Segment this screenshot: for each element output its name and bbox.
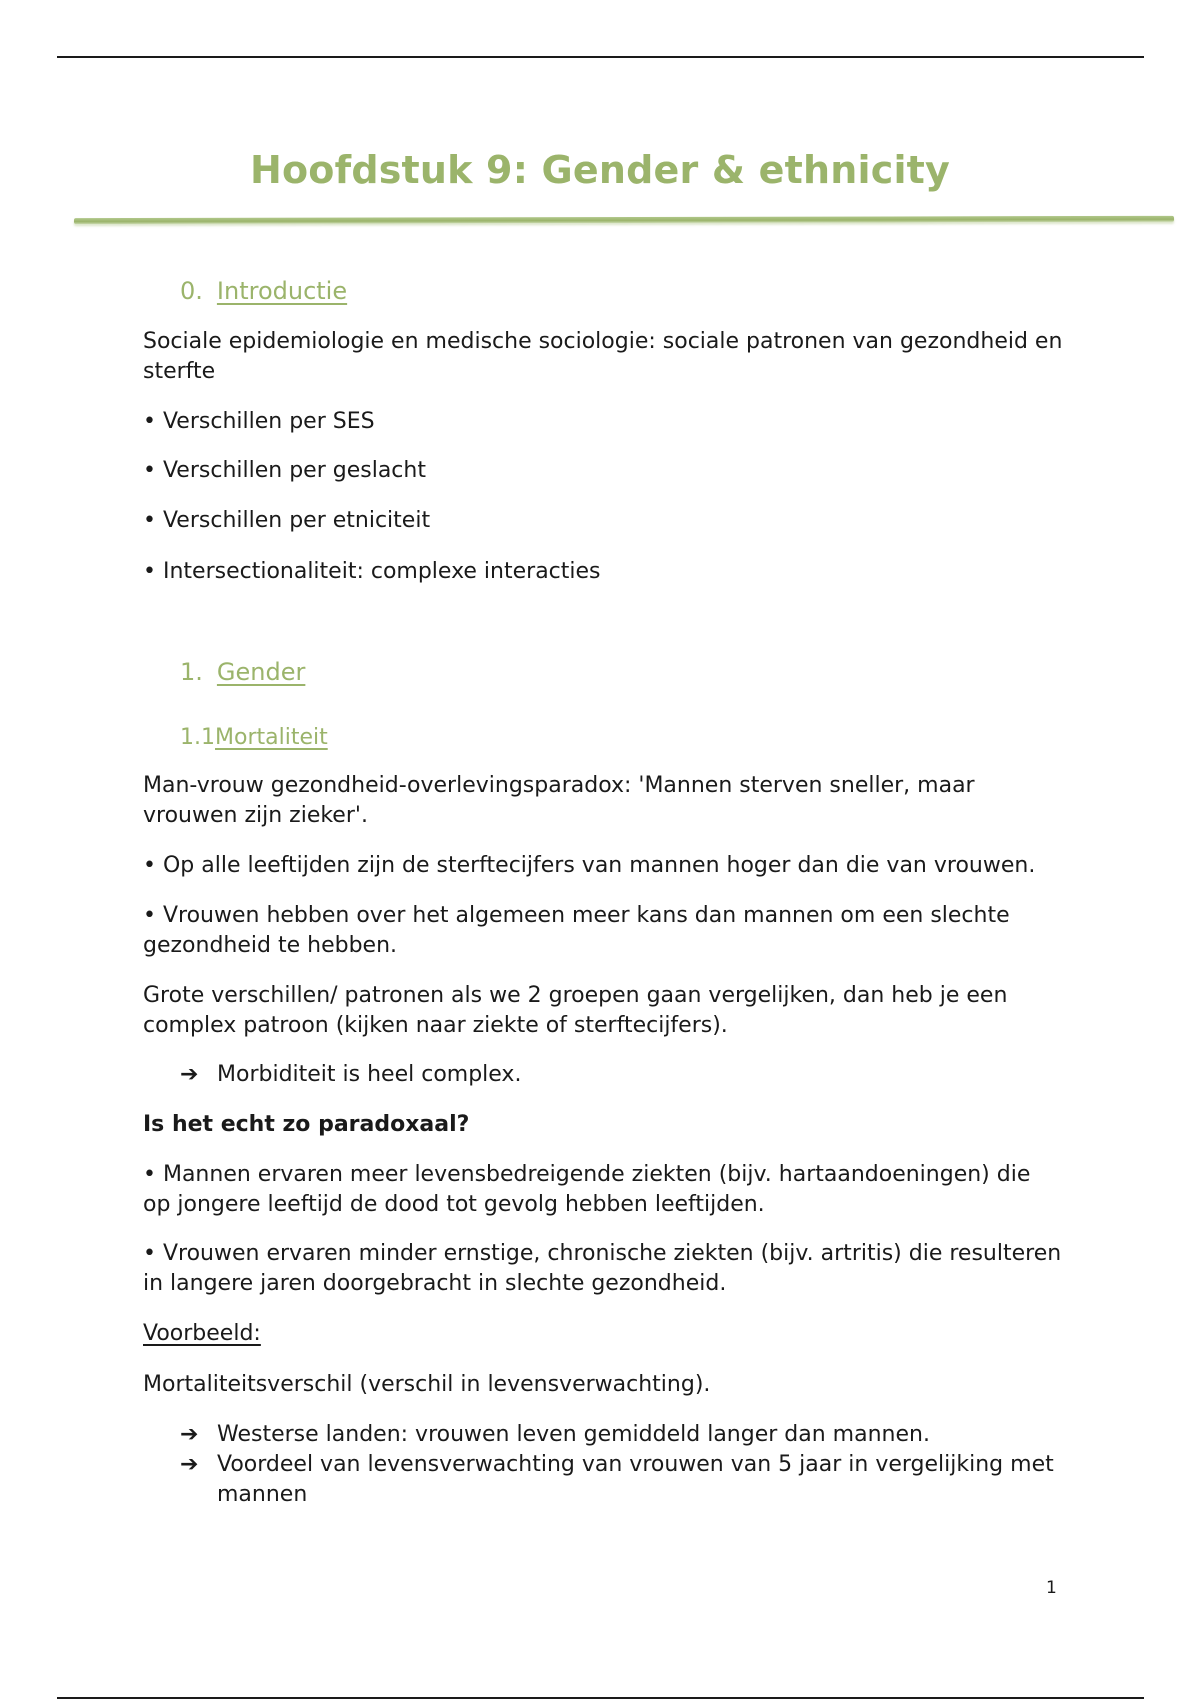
example-label-row [143,1319,1063,1349]
intro-bullet: • Verschillen per etniciteit [143,508,431,533]
question-bullet: • Mannen ervaren meer levensbedreigende ziekten (bijv. hartaandoeningen) die op jongere leeftijd de dood tot gevolg hebben leeftijden. [143,1162,1031,1217]
question-bullet: • Vrouwen ervaren minder ernstige, chronische ziekten (bijv. artritis) die resulteren in langere jaren doorgebracht in slechte gezondheid. [143,1241,1062,1296]
arrow-item [180,1060,1060,1090]
subsection-heading-mortaliteit [180,725,328,750]
intro-bullet: • Intersectionaliteit: complexe interacties [143,559,601,584]
question-heading: Is het echt zo paradoxaal? [143,1112,470,1137]
gender-bullet: • Op alle leeftijden zijn de sterftecijfers van mannen hoger dan die van vrouwen. [143,853,1036,878]
arrow-text: Voordeel van levensverwachting van vrouwen van 5 jaar in vergelijking met mannen [217,1452,1054,1507]
arrow-text: Morbiditeit is heel complex. [217,1062,522,1087]
arrow-item [180,1420,1060,1450]
section-label: Gender [216,658,306,686]
intro-bullet: • Verschillen per SES [143,409,375,434]
arrow-icon: ➔ [180,1452,199,1477]
arrow-item [180,1450,1060,1510]
example-label: Voorbeeld: [143,1321,261,1346]
section-heading-gender [180,658,305,686]
intro-paragraph: Sociale epidemiologie en medische sociologie: sociale patronen van gezondheid en sterfte [143,329,1063,384]
differences-paragraph: Grote verschillen/ patronen als we 2 groepen gaan vergelijken, dan heb je een complex patroon (kijken naar ziekte of sterftecijfers). [143,983,1008,1038]
subsection-label: Mortaliteit [215,725,328,750]
paradox-paragraph: Man-vrouw gezondheid-overlevingsparadox: 'Mannen sterven sneller, maar vrouwen zijn zieker'. [143,773,975,828]
arrow-text: Westerse landen: vrouwen leven gemiddeld langer dan mannen. [217,1422,930,1447]
arrow-icon: ➔ [180,1062,199,1087]
page-title: Hoofdstuk 9: Gender & ethnicity [249,148,951,192]
subsection-number: 1.1 [180,725,215,750]
section-number: 1. [180,658,203,686]
example-paragraph: Mortaliteitsverschil (verschil in levensverwachting). [143,1372,711,1397]
intro-bullet: • Verschillen per geslacht [143,458,426,483]
page-number: 1 [1046,1578,1057,1598]
section-label: Introductie [216,277,348,305]
title-underline [74,216,1174,224]
footer-rule [57,1697,1144,1699]
section-heading-introductie [180,277,347,305]
arrow-icon: ➔ [180,1422,199,1447]
header-rule [57,56,1144,58]
section-number: 0. [180,277,203,305]
gender-bullet: • Vrouwen hebben over het algemeen meer kans dan mannen om een slechte gezondheid te hebben. [143,903,1010,958]
